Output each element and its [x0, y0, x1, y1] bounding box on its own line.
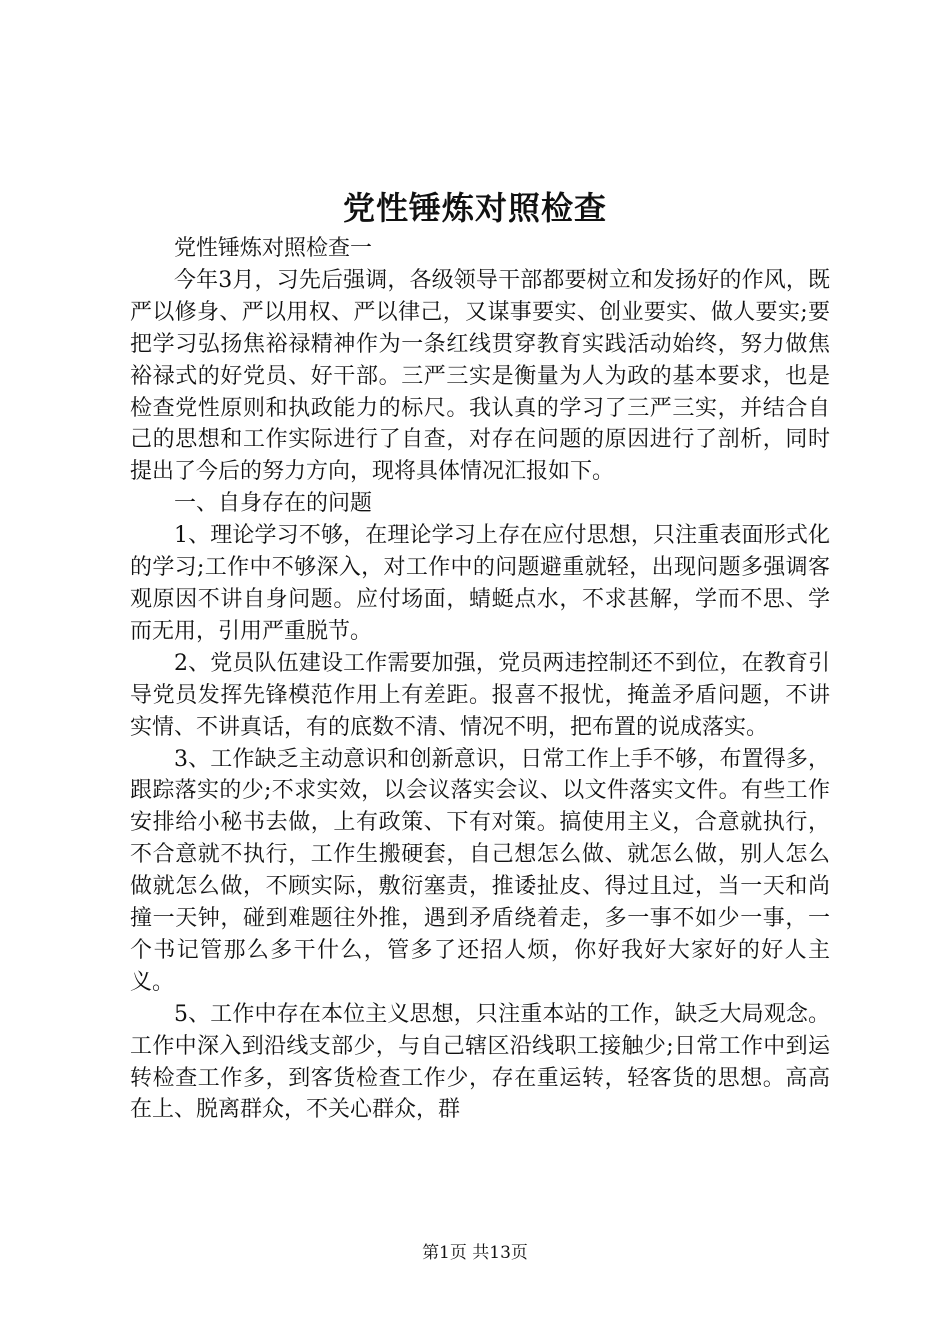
document-title: 党性锤炼对照检查: [342, 189, 607, 227]
paragraph-subtitle: 党性锤炼对照检查一: [174, 236, 373, 261]
paragraph-item-5: 5、工作中存在本位主义思想，只注重本站的工作，缺乏大局观念。工作中深入到沿线支部少，与自己辖区沿线职工接触少;日常工作中到运转检查工作多，到客货检查工作少，存在重运转，轻客货的思想。高高在上、脱离群众，不关心群众，群: [130, 1001, 830, 1123]
document-body: [130, 233, 830, 1126]
paragraph-item-3: 3、工作缺乏主动意识和创新意识，日常工作上手不够，布置得多，跟踪落实的少;不求实效，以会议落实会议、以文件落实文件。有些工作安排给小秘书去做，上有政策、下有对策。搞使用主义，合意就执行，不合意就不执行，工作生搬硬套，自己想怎么做、就怎么做，别人怎么做就怎么做，不顾实际，敷衍塞责，推诿扯皮、得过且过，当一天和尚撞一天钟，碰到难题往外推，遇到矛盾绕着走，多一事不如少一事，一个书记管那么多干什么，管多了还招人烦，你好我好大家好的好人主义。: [130, 746, 830, 995]
page-footer: 第1页 共13页: [422, 1243, 528, 1263]
paragraph-intro: 今年3月，习先后强调，各级领导干部都要树立和发扬好的作风，既严以修身、严以用权、严以律己，又谋事要实、创业要实、做人要实;要把学习弘扬焦裕禄精神作为一条红线贯穿教育实践活动始终，努力做焦裕禄式的好党员、好干部。三严三实是衡量为人为政的基本要求，也是检查党性原则和执政能力的标尺。我认真的学习了三严三实，并结合自己的思想和工作实际进行了自查，对存在问题的原因进行了剖析，同时提出了今后的努力方向，现将具体情况汇报如下。: [130, 267, 830, 485]
paragraph-item-2: 2、党员队伍建设工作需要加强，党员两违控制还不到位，在教育引导党员发挥先锋模范作用上有差距。报喜不报忧，掩盖矛盾问题，不讲实情、不讲真话，有的底数不清、情况不明，把布置的说成落实。: [130, 650, 830, 740]
section-heading: 一、自身存在的问题: [174, 491, 373, 517]
paragraph-item-1: 1、理论学习不够，在理论学习上存在应付思想，只注重表面形式化的学习;工作中不够深入，对工作中的问题避重就轻，出现问题多强调客观原因不讲自身问题。应付场面，蜻蜓点水，不求甚解，学而不思、学而无用，引用严重脱节。: [130, 523, 830, 644]
